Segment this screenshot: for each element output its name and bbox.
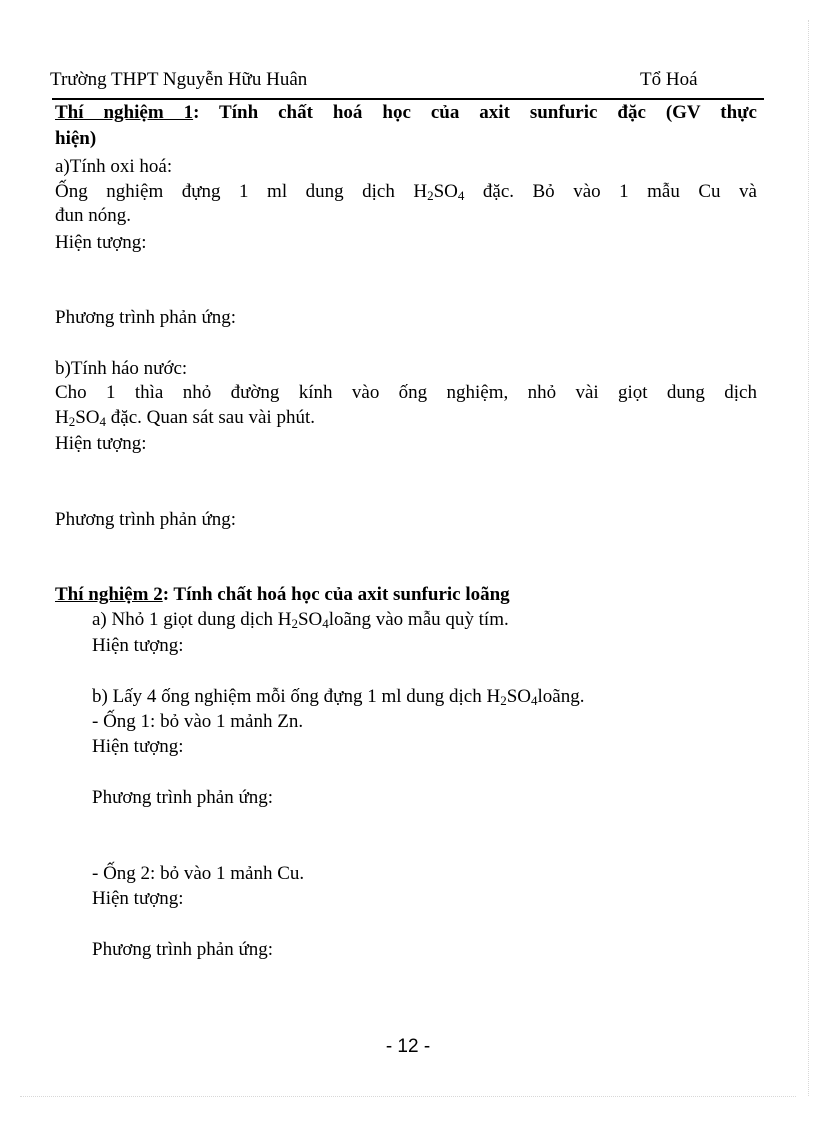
department-name: Tổ Hoá [640, 69, 698, 90]
exp1-title [55, 101, 757, 125]
formula-h: H [55, 407, 69, 428]
formula-so: SO [75, 407, 100, 428]
exp1-a-text-line1 [55, 180, 757, 204]
exp2-b-text-pre: b) Lấy 4 ống nghiệm mỗi ống đựng 1 ml dung dịch H [92, 686, 501, 707]
exp1-a-equation: Phương trình phản ứng: [55, 307, 237, 328]
exp2-a-text-pre: a) Nhỏ 1 giọt dung dịch H [92, 609, 292, 630]
exp1-title-rest: : Tính chất hoá học của axit sunfuric đặc (GV thực [193, 102, 757, 123]
formula-sub-2: 2 [427, 188, 434, 203]
exp2-tube1-equation: Phương trình phản ứng: [92, 787, 274, 808]
exp2-title [55, 583, 510, 607]
formula-sub-4: 4 [531, 693, 538, 708]
exp2-a-text-post: loãng vào mẫu quỳ tím. [328, 609, 509, 630]
exp2-a-text [92, 608, 509, 632]
formula-sub-2: 2 [291, 616, 298, 631]
formula-so: SO [297, 609, 323, 630]
exp1-b-equation: Phương trình phản ứng: [55, 509, 237, 530]
header-divider [52, 98, 764, 100]
exp2-title-rest: : Tính chất hoá học của axit sunfuric loãng [162, 584, 510, 605]
exp1-a-text-line2: đun nóng. [55, 205, 131, 226]
exp1-title-label: Thí nghiệm 1 [55, 102, 194, 123]
exp1-a-text1: Ống nghiệm đựng 1 ml dung dịch H [55, 181, 428, 202]
exp2-b-text-post: loãng. [537, 686, 585, 707]
exp1-title-cont: hiện) [55, 128, 97, 149]
exp2-a-phenomenon: Hiện tượng: [92, 635, 184, 656]
exp1-a-text1-b: đặc. Bỏ vào 1 mẫu Cu và [464, 181, 757, 202]
school-name: Trường THPT Nguyễn Hữu Huân [50, 69, 308, 90]
exp2-b-text [92, 685, 584, 709]
exp2-tube2-phenomenon: Hiện tượng: [92, 888, 184, 909]
formula-sub-2: 2 [500, 693, 507, 708]
formula-sub-2: 2 [68, 414, 76, 429]
exp2-title-label: Thí nghiệm 2 [55, 584, 163, 605]
formula-sub-4: 4 [322, 616, 329, 631]
formula-so: SO [506, 686, 531, 707]
formula-so: SO [433, 181, 458, 202]
formula-sub-4: 4 [99, 414, 107, 429]
exp2-tube2-equation: Phương trình phản ứng: [92, 939, 274, 960]
page-border-bottom [20, 1096, 796, 1097]
exp1-b-heading: b)Tính háo nước: [55, 358, 188, 379]
exp1-b-text-line2 [55, 406, 315, 430]
exp1-a-phenomenon: Hiện tượng: [55, 232, 147, 253]
exp1-b-text-line1: Cho 1 thìa nhỏ đường kính vào ống nghiệm, nhỏ vài giọt dung dịch [55, 382, 757, 403]
exp1-b-text2-b: đặc. Quan sát sau vài phút. [106, 407, 315, 428]
exp1-a-heading: a)Tính oxi hoá: [55, 156, 173, 177]
exp2-tube1-phenomenon: Hiện tượng: [92, 736, 184, 757]
exp2-tube2: - Ống 2: bỏ vào 1 mảnh Cu. [92, 863, 305, 884]
exp1-b-phenomenon: Hiện tượng: [55, 433, 147, 454]
page-number: - 12 - [385, 1036, 431, 1057]
page-border-right [808, 20, 809, 1096]
exp2-tube1: - Ống 1: bỏ vào 1 mảnh Zn. [92, 711, 304, 732]
formula-sub-4: 4 [457, 188, 465, 203]
